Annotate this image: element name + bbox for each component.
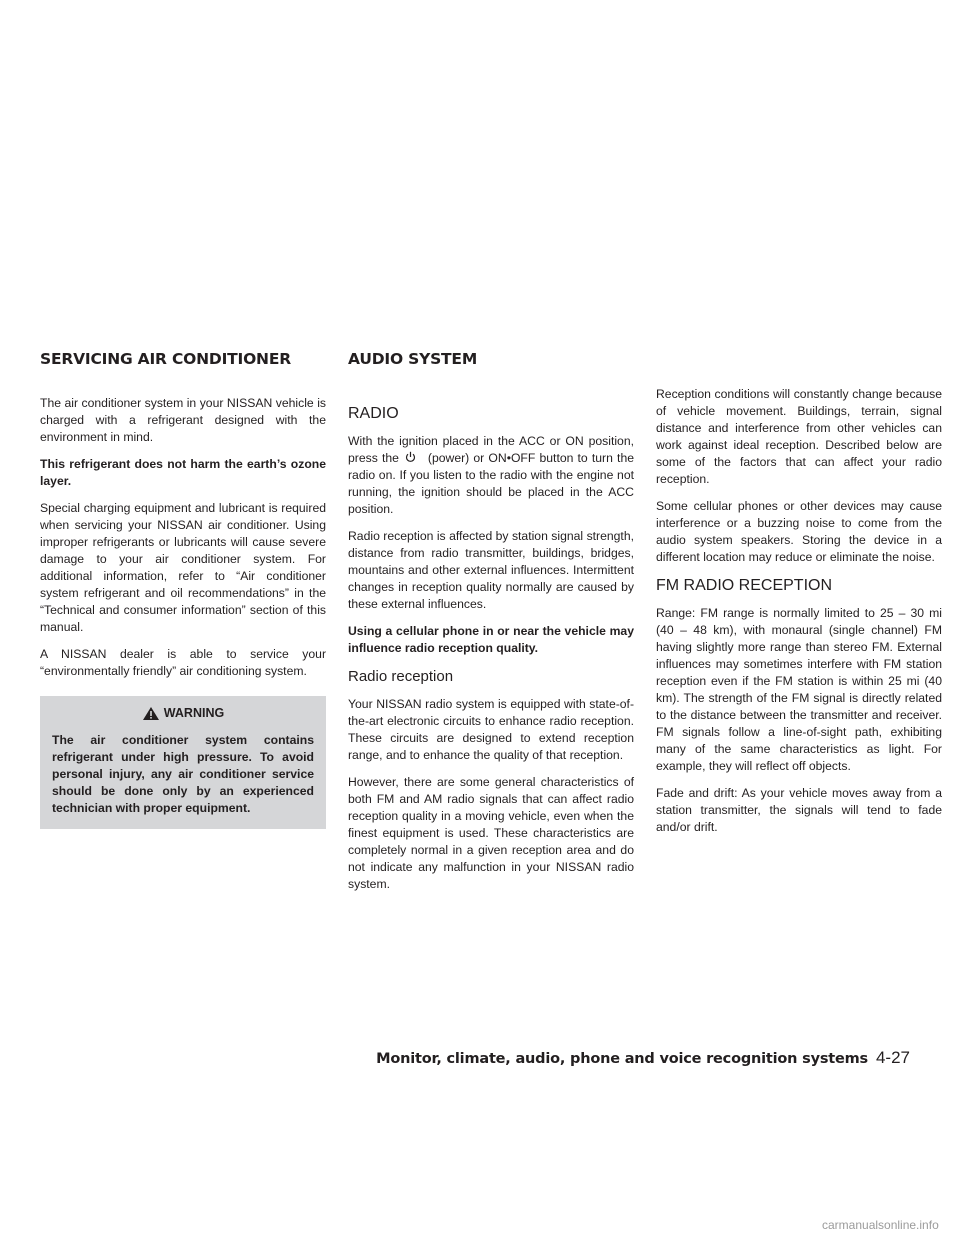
section-heading-audio-system: AUDIO SYSTEM — [348, 350, 478, 368]
section-heading-servicing-ac: SERVICING AIR CONDITIONER — [40, 350, 291, 368]
power-icon — [405, 451, 416, 463]
footer-chapter-title: Monitor, climate, audio, phone and voice recognition systems — [376, 1051, 868, 1067]
radio-paragraph-5: However, there are some general characteristics of both FM and AM radio signals that can affect radio reception quality in a moving vehicle, even when the finest equipment is used. These characteristics are completely normal in a given reception area and do not indicate any malfunction in your NISSAN radio system. — [348, 775, 634, 891]
ac-paragraph-3: Special charging equipment and lubricant is required when servicing your NISSAN air conditioner. Using improper refrigerants or lubricants will cause severe damage to your air conditioner system. For additional information, refer to “Air conditioner system refrigerant and oil recommendations” in the “Technical and consumer information” section of this manual. — [40, 501, 326, 634]
warning-text: The air conditioner system contains refrigerant under high pressure. To avoid personal injury, any air conditioner service should be done only by an experienced technician with proper equipment. — [52, 733, 314, 815]
radio-paragraph-1 — [348, 433, 634, 518]
radio-reception-heading: Radio reception — [348, 668, 454, 685]
fm-fade-paragraph: Fade and drift: As your vehicle moves away from a station transmitter, the signals will tend to fade and/or drift. — [656, 786, 942, 834]
warning-triangle-icon — [142, 706, 160, 721]
page-number: 4-27 — [875, 1048, 910, 1067]
ac-paragraph-1: The air conditioner system in your NISSAN vehicle is charged with a refrigerant designed with the environment in mind. — [40, 396, 326, 444]
column-reception — [656, 386, 942, 846]
radio-cellular-note: Using a cellular phone in or near the vehicle may influence radio reception quality. — [348, 624, 634, 655]
radio-paragraph-1-start: With the ignition placed in the ACC or ON position, press the — [348, 434, 634, 465]
column-radio — [348, 404, 634, 903]
reception-paragraph-2: Some cellular phones or other devices may cause interference or a buzzing noise to come from the audio system speakers. Storing the device in a different location may reduce or eliminate the noise. — [656, 499, 942, 564]
warning-title — [52, 705, 314, 722]
radio-paragraph-4: Your NISSAN radio system is equipped with state-of-the-art electronic circuits to enhance radio reception. These circuits are designed to extend reception range, and to enhance the quality of that reception. — [348, 697, 634, 762]
radio-heading: RADIO — [348, 405, 399, 422]
ac-ozone-note: This refrigerant does not harm the earth’s ozone layer. — [40, 457, 326, 488]
column-servicing-ac — [40, 395, 326, 829]
warning-title-text: WARNING — [163, 706, 225, 720]
radio-paragraph-2: Radio reception is affected by station signal strength, distance from radio transmitter, buildings, bridges, mountains and other external influences. Intermittent changes in reception quality normally are caused by these external influences. — [348, 529, 634, 611]
radio-paragraph-1-end: (power) or ON•OFF button to turn the radio on. If you listen to the radio with the engine not running, the ignition should be placed in the ACC position. — [348, 451, 634, 516]
ac-paragraph-4: A NISSAN dealer is able to service your “environmentally friendly” air conditioning system. — [40, 647, 326, 678]
fm-reception-heading: FM RADIO RECEPTION — [656, 577, 833, 594]
reception-paragraph-1: Reception conditions will constantly change because of vehicle movement. Buildings, terrain, signal distance and interference from other vehicles can work against ideal reception. Described below are some of the factors that can affect your radio reception. — [656, 387, 942, 486]
watermark: carmanualsonline.info — [822, 1218, 939, 1232]
warning-box — [40, 696, 326, 829]
page-footer — [376, 1048, 910, 1068]
fm-range-paragraph: Range: FM range is normally limited to 25 – 30 mi (40 – 48 km), with monaural (single channel) FM having slightly more range than stereo FM. External influences may sometimes interfere with FM station reception even if the FM station is within 25 mi (40 km). The strength of the FM signal is directly related to the distance between the transmitter and receiver. FM signals follow a line-of-sight path, exhibiting many of the same characteristics as light. For example, they will reflect off objects. — [656, 606, 942, 773]
